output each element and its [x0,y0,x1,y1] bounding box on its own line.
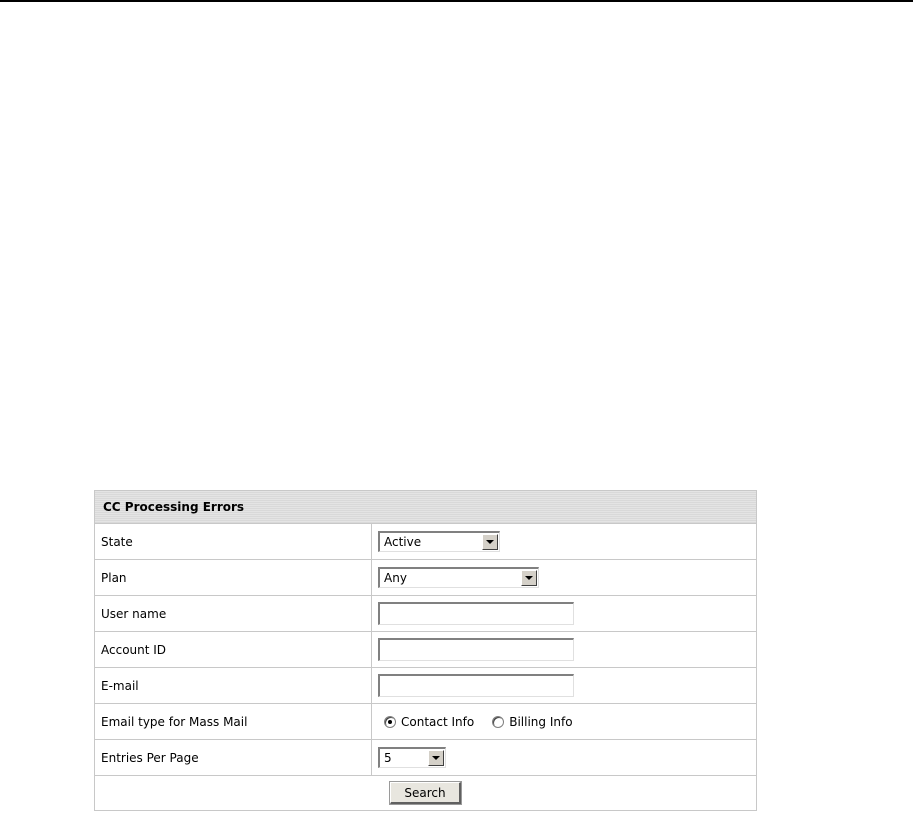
billing-info-label: Billing Info [509,714,573,729]
email-type-label: Email type for Mass Mail [95,704,372,739]
state-select-value: Active [384,535,422,549]
search-button[interactable]: Search [390,782,460,804]
entries-per-page-label: Entries Per Page [95,740,372,775]
plan-select-value: Any [384,571,407,585]
entries-per-page-row [95,740,756,776]
user-name-row [95,596,756,632]
email-label: E-mail [95,668,372,703]
radio-icon[interactable] [492,716,504,728]
search-row [95,776,756,810]
email-type-row [95,704,756,740]
state-row [95,524,756,560]
account-id-input[interactable] [378,638,574,661]
cc-processing-errors-panel [94,490,757,811]
state-select[interactable] [378,531,500,552]
contact-info-label: Contact Info [401,714,475,729]
email-type-radio-group [378,715,591,729]
panel-header [95,491,756,524]
account-id-row [95,632,756,668]
plan-row [95,560,756,596]
contact-info-option[interactable] [384,715,474,729]
state-label: State [95,524,372,559]
panel-title: CC Processing Errors [103,500,245,514]
user-name-input[interactable] [378,602,574,625]
radio-icon[interactable] [384,716,396,728]
entries-per-page-value: 5 [384,751,392,765]
plan-select[interactable] [378,567,539,588]
top-divider [0,0,913,2]
account-id-label: Account ID [95,632,372,667]
chevron-down-icon[interactable] [521,570,537,586]
email-input[interactable] [378,674,574,697]
user-name-label: User name [95,596,372,631]
billing-info-option[interactable] [492,715,572,729]
entries-per-page-select[interactable] [378,747,446,768]
plan-label: Plan [95,560,372,595]
chevron-down-icon[interactable] [482,534,498,550]
email-row [95,668,756,704]
chevron-down-icon[interactable] [428,750,444,766]
